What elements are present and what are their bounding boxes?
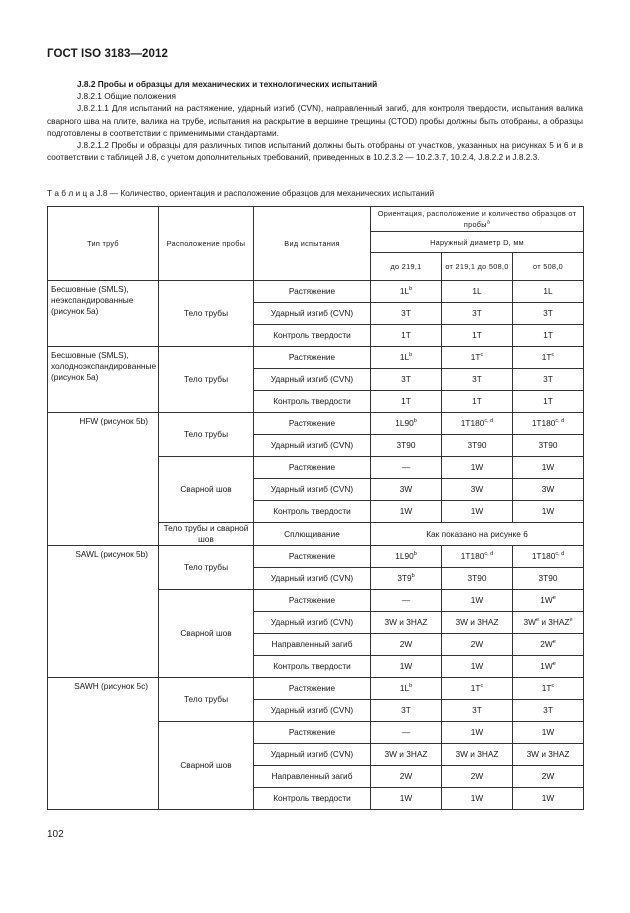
value-cell <box>371 546 442 568</box>
test-type-cell: Контроль твердости <box>254 501 371 523</box>
value-text: 1L <box>472 286 482 296</box>
value-text: 3T90 <box>467 440 487 450</box>
value-note: c, d <box>484 418 494 425</box>
value-cell <box>371 656 442 678</box>
value-note: c, d <box>555 418 565 425</box>
merged-value-cell: Как показано на рисунке 6 <box>371 523 584 546</box>
value-cell <box>442 590 513 612</box>
value-cell <box>513 568 584 590</box>
table-caption: Т а б л и ц а J.8 — Количество, ориентация и расположение образцов для механических испытаний <box>47 188 435 198</box>
location-cell: Сварной шов <box>159 722 254 810</box>
location-cell: Тело трубы и сварной шов <box>159 523 254 546</box>
location-cell: Тело трубы <box>159 281 254 347</box>
value-text: 1W <box>541 793 555 803</box>
header-diameter-1: до 219,1 <box>371 253 442 281</box>
value-text: 3W <box>541 484 555 494</box>
value-cell <box>371 281 442 303</box>
value-note: c <box>480 352 484 359</box>
value-text: 1T <box>472 396 482 406</box>
value-cell <box>442 325 513 347</box>
value-cell <box>371 678 442 700</box>
test-type-cell: Направленный загиб <box>254 766 371 788</box>
value-text: — <box>401 462 411 472</box>
value-text: 1L <box>399 683 410 693</box>
value-cell <box>371 391 442 413</box>
value-note: c <box>551 352 555 359</box>
value-cell <box>513 634 584 656</box>
value-cell <box>513 303 584 325</box>
header-location: Расположение пробы <box>159 207 254 281</box>
value-text: 1W <box>470 727 484 737</box>
value-cell <box>371 501 442 523</box>
value-cell <box>442 634 513 656</box>
table-row <box>48 281 584 303</box>
value-text: 3T <box>401 705 411 715</box>
value-cell <box>513 722 584 744</box>
value-text: 3T <box>401 374 411 384</box>
test-type-cell: Ударный изгиб (CVN) <box>254 744 371 766</box>
value-cell <box>513 656 584 678</box>
value-text: 1T180 <box>531 551 556 561</box>
value-cell <box>371 634 442 656</box>
value-cell <box>513 413 584 435</box>
value-text: 3T <box>401 308 411 318</box>
value-note: e <box>552 639 556 646</box>
test-type-cell: Контроль твердости <box>254 325 371 347</box>
value-text: 1T <box>470 683 481 693</box>
location-cell: Тело трубы <box>159 546 254 590</box>
table-row <box>48 347 584 369</box>
value-note: b <box>411 573 415 580</box>
header-diameter-3: от 508,0 <box>513 253 584 281</box>
value-cell <box>513 678 584 700</box>
value-cell <box>442 722 513 744</box>
value-cell <box>442 281 513 303</box>
test-type-cell: Ударный изгиб (CVN) <box>254 612 371 634</box>
value-text: 1T180 <box>460 418 485 428</box>
header-orientation <box>371 207 584 232</box>
header-diameter-2: от 219,1 до 508,0 <box>442 253 513 281</box>
value-cell <box>371 568 442 590</box>
value-text: 1W <box>399 506 413 516</box>
location-cell: Тело трубы <box>159 347 254 413</box>
value-cell <box>371 347 442 369</box>
value-text: 1W <box>470 595 484 605</box>
value-text: 2W <box>399 639 413 649</box>
value-cell <box>442 700 513 722</box>
value-cell <box>371 435 442 457</box>
value-text: 2W <box>470 771 484 781</box>
value-note: c <box>480 683 484 690</box>
paragraph-1: J.8.2.1.1 Для испытаний на растяжение, ударный изгиб (CVN), направленный загиб, для контроля твердости, испытания валика сварного шва на плите, валика на трубе, испытания на раскрытие в вершине трещины (CTOD) пробы должны быть отобраны, а образцы подготовлены в соответствии с применимыми стандартами. <box>47 103 583 138</box>
value-note: e <box>535 617 540 624</box>
value-text: 1L <box>399 352 410 362</box>
value-cell <box>513 325 584 347</box>
value-cell <box>371 590 442 612</box>
table-row <box>48 413 584 435</box>
value-text: — <box>401 595 411 605</box>
test-type-cell: Растяжение <box>254 347 371 369</box>
value-cell <box>442 546 513 568</box>
value-text: 2W <box>470 639 484 649</box>
value-cell <box>513 501 584 523</box>
pipe-type-cell: Бесшовные (SMLS), холодноэкспандированные (рисунок 5a) <box>48 347 159 413</box>
value-text: 1L <box>399 286 410 296</box>
value-text: 1T <box>543 330 553 340</box>
value-text: 1W <box>470 462 484 472</box>
value-note: b <box>413 418 417 425</box>
value-cell <box>371 369 442 391</box>
value-cell <box>371 766 442 788</box>
value-cell <box>442 788 513 810</box>
value-cell <box>442 501 513 523</box>
value-cell <box>371 457 442 479</box>
value-note: e <box>552 661 556 668</box>
value-cell <box>442 568 513 590</box>
value-note: c <box>551 683 555 690</box>
value-cell <box>371 612 442 634</box>
value-cell <box>513 612 584 634</box>
value-cell <box>513 479 584 501</box>
location-cell: Тело трубы <box>159 678 254 722</box>
value-text: 2W <box>541 771 555 781</box>
value-cell <box>513 281 584 303</box>
value-cell <box>442 656 513 678</box>
value-text: 3W и 3HAZ <box>384 749 428 759</box>
value-cell <box>371 303 442 325</box>
section-text <box>47 78 583 163</box>
value-text: 2W <box>540 639 553 649</box>
test-type-cell: Ударный изгиб (CVN) <box>254 435 371 457</box>
pipe-type-cell: Бесшовные (SMLS), неэкспандированные (рисунок 5a) <box>48 281 159 347</box>
value-cell <box>513 744 584 766</box>
value-cell <box>513 546 584 568</box>
value-text: 1T <box>472 330 482 340</box>
value-cell <box>442 744 513 766</box>
pipe-type-cell: SAWL (рисунок 5b) <box>48 546 159 678</box>
specimen-table <box>47 206 584 810</box>
test-type-cell: Контроль твердости <box>254 788 371 810</box>
value-cell <box>371 722 442 744</box>
table-row <box>48 678 584 700</box>
value-text: 1W <box>540 661 553 671</box>
value-cell <box>513 788 584 810</box>
value-cell <box>442 347 513 369</box>
test-type-cell: Растяжение <box>254 590 371 612</box>
value-cell <box>513 590 584 612</box>
value-cell <box>371 413 442 435</box>
value-text: 1W <box>470 793 484 803</box>
value-text: 3T <box>543 705 553 715</box>
table-body <box>48 207 584 810</box>
value-text: 1W <box>541 506 555 516</box>
test-type-cell: Растяжение <box>254 546 371 568</box>
test-type-cell: Направленный загиб <box>254 634 371 656</box>
value-text: 3W и 3HAZ <box>455 617 499 627</box>
value-cell <box>442 303 513 325</box>
value-text: 1T <box>401 330 411 340</box>
value-cell <box>371 744 442 766</box>
value-cell <box>442 678 513 700</box>
value-text: 3W и 3HAZ <box>384 617 428 627</box>
value-cell <box>442 435 513 457</box>
test-type-cell: Ударный изгиб (CVN) <box>254 479 371 501</box>
value-text: 1W <box>540 595 553 605</box>
header-pipe-type: Тип труб <box>48 207 159 281</box>
value-text: и 3HAZ <box>539 617 570 627</box>
value-cell <box>442 766 513 788</box>
value-text: 1W <box>470 661 484 671</box>
value-cell <box>442 612 513 634</box>
value-text: 3T <box>472 705 482 715</box>
value-note: e <box>552 595 556 602</box>
header-orientation-note: a <box>486 219 491 226</box>
test-type-cell: Растяжение <box>254 413 371 435</box>
location-cell: Тело трубы <box>159 413 254 457</box>
value-text: 1T <box>401 396 411 406</box>
test-type-cell: Растяжение <box>254 722 371 744</box>
value-cell <box>513 369 584 391</box>
test-type-cell: Контроль твердости <box>254 656 371 678</box>
value-text: 1T180 <box>531 418 556 428</box>
value-cell <box>513 391 584 413</box>
value-text: 1T <box>541 683 552 693</box>
value-text: 3W и 3HAZ <box>526 749 570 759</box>
value-cell <box>442 369 513 391</box>
value-text: 3T9 <box>397 573 412 583</box>
value-cell <box>371 700 442 722</box>
test-type-cell: Сплющивание <box>254 523 371 546</box>
pipe-type-cell: HFW (рисунок 5b) <box>48 413 159 546</box>
value-text: 2W <box>399 771 413 781</box>
value-cell <box>371 325 442 347</box>
header-orientation-text: Ориентация, расположение и количество образцов от пробы <box>377 209 577 229</box>
value-text: 3T90 <box>467 573 487 583</box>
value-note: b <box>413 551 417 558</box>
value-note: c, d <box>555 551 565 558</box>
test-type-cell: Ударный изгиб (CVN) <box>254 568 371 590</box>
section-title: J.8.2 Пробы и образцы для механических и технологических испытаний <box>77 79 378 89</box>
value-text: 3T <box>543 308 553 318</box>
test-type-cell: Растяжение <box>254 678 371 700</box>
value-text: 1W <box>470 506 484 516</box>
value-cell <box>513 700 584 722</box>
pipe-type-cell: SAWH (рисунок 5c) <box>48 678 159 810</box>
test-type-cell: Контроль твердости <box>254 391 371 413</box>
value-cell <box>513 766 584 788</box>
value-cell <box>371 788 442 810</box>
value-text: 3T90 <box>538 440 558 450</box>
value-text: 1L90 <box>395 418 414 428</box>
value-text: 1W <box>541 462 555 472</box>
value-text: 1W <box>399 793 413 803</box>
header-test-type: Вид испытания <box>254 207 371 281</box>
value-note: e <box>569 617 573 624</box>
value-cell <box>442 457 513 479</box>
value-cell <box>513 435 584 457</box>
value-cell <box>442 413 513 435</box>
value-text: — <box>401 727 411 737</box>
value-cell <box>371 479 442 501</box>
value-cell <box>442 479 513 501</box>
value-text: 3T <box>472 308 482 318</box>
value-text: 3T90 <box>538 573 558 583</box>
value-text: 3W <box>470 484 484 494</box>
table-row <box>48 546 584 568</box>
value-note: b <box>409 286 413 293</box>
value-note: c, d <box>484 551 494 558</box>
test-type-cell: Ударный изгиб (CVN) <box>254 700 371 722</box>
value-note: b <box>409 683 413 690</box>
value-cell <box>513 457 584 479</box>
test-type-cell: Ударный изгиб (CVN) <box>254 303 371 325</box>
value-text: 1T180 <box>460 551 485 561</box>
value-text: 3W <box>399 484 413 494</box>
value-text: 1T <box>541 352 552 362</box>
subsection-title: J.8.2.1 Общие положения <box>77 91 177 102</box>
value-text: 1T <box>470 352 481 362</box>
value-text: 3T <box>543 374 553 384</box>
document-header: ГОСТ ISO 3183—2012 <box>47 48 169 60</box>
value-text: 1T <box>543 396 553 406</box>
value-cell <box>442 391 513 413</box>
header-diameter: Наружный диаметр D, мм <box>371 232 584 253</box>
value-text: 3T <box>472 374 482 384</box>
test-type-cell: Растяжение <box>254 281 371 303</box>
test-type-cell: Растяжение <box>254 457 371 479</box>
value-text: 3W <box>523 617 536 627</box>
value-text: 1L90 <box>395 551 414 561</box>
page-number: 102 <box>47 829 64 840</box>
paragraph-2: J.8.2.1.2 Пробы и образцы для различных типов испытаний должны быть отобраны от участков, указанных на рисунках 5 и 6 и в соответствии с таблицей J.8, с учетом дополнительных требований, приведенных в 10.2.3.2 — 10.2.3.7, 10.2.4, J.8.2.2 и J.8.2.3. <box>47 140 583 163</box>
location-cell: Сварной шов <box>159 590 254 678</box>
value-text: 1W <box>399 661 413 671</box>
value-cell <box>513 347 584 369</box>
value-text: 3T90 <box>396 440 416 450</box>
test-type-cell: Ударный изгиб (CVN) <box>254 369 371 391</box>
location-cell: Сварной шов <box>159 457 254 523</box>
value-text: 3W и 3HAZ <box>455 749 499 759</box>
value-text: 1L <box>543 286 553 296</box>
value-note: b <box>409 352 413 359</box>
value-text: 1W <box>541 727 555 737</box>
